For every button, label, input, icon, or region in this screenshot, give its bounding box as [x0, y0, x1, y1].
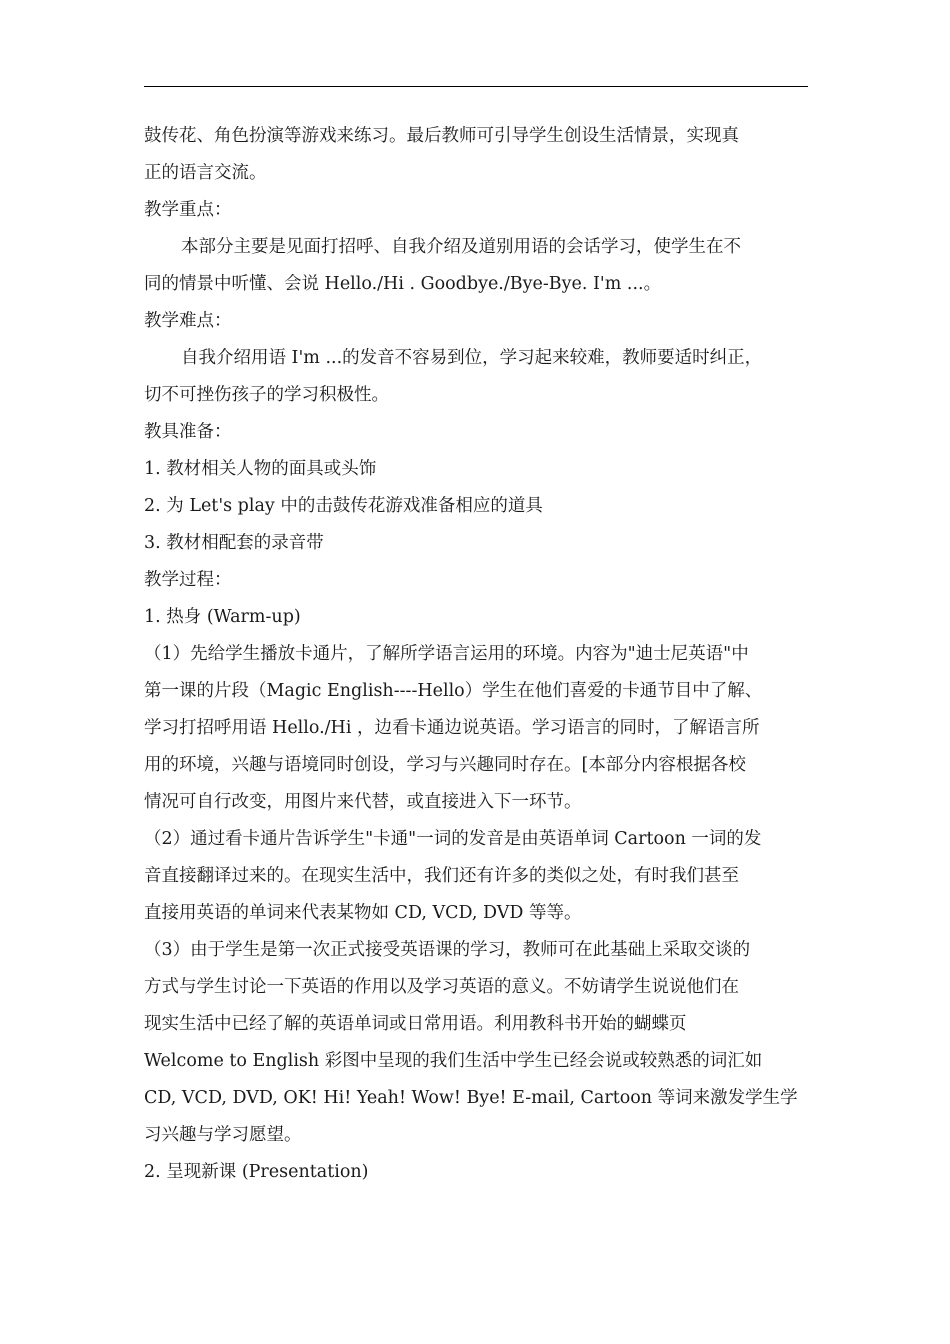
- list-item: 3. 教材相配套的录音带: [144, 533, 324, 553]
- subsection-heading-warm-up: 1. 热身 (Warm-up): [144, 607, 301, 627]
- section-heading-materials: 教具准备：: [144, 422, 232, 442]
- paragraph-line: 正的语言交流。: [144, 163, 267, 183]
- paragraph-line: 学习打招呼用语 Hello./Hi ，边看卡通边说英语。学习语言的同时，了解语言所: [144, 718, 760, 738]
- paragraph-line: Welcome to English 彩图中呈现的我们生活中学生已经会说或较熟悉的词汇如: [144, 1051, 763, 1071]
- paragraph-line: 切不可挫伤孩子的学习积极性。: [144, 385, 389, 405]
- section-heading-process: 教学过程：: [144, 570, 232, 590]
- list-item: 1. 教材相关人物的面具或头饰: [144, 459, 377, 479]
- paragraph-line: 同的情景中听懂、会说 Hello./Hi . Goodbye./Bye-Bye. I'm ...。: [144, 274, 662, 294]
- paragraph-line: 习兴趣与学习愿望。: [144, 1125, 302, 1145]
- list-item: 2. 为 Let's play 中的击鼓传花游戏准备相应的道具: [144, 496, 543, 516]
- paragraph-line: CD, VCD, DVD, OK! Hi! Yeah! Wow! Bye! E-mail, Cartoon 等词来激发学生学: [144, 1088, 798, 1108]
- paragraph-line: 现实生活中已经了解的英语单词或日常用语。利用教科书开始的蝴蝶页: [144, 1014, 687, 1034]
- paragraph-line: 音直接翻译过来的。在现实生活中，我们还有许多的类似之处，有时我们甚至: [144, 866, 739, 886]
- paragraph-line: （2）通过看卡通片告诉学生"卡通"一词的发音是由英语单词 Cartoon 一词的发: [144, 829, 762, 849]
- paragraph-line: 第一课的片段（Magic English----Hello）学生在他们喜爱的卡通节目中了解、: [144, 681, 763, 701]
- paragraph-line: 鼓传花、角色扮演等游戏来练习。最后教师可引导学生创设生活情景，实现真: [144, 126, 739, 146]
- paragraph-line: 用的环境，兴趣与语境同时创设，学习与兴趣同时存在。[本部分内容根据各校: [144, 755, 746, 775]
- paragraph-line: 情况可自行改变，用图片来代替，或直接进入下一环节。: [144, 792, 582, 812]
- paragraph-line: 直接用英语的单词来代表某物如 CD, VCD, DVD 等等。: [144, 903, 582, 923]
- document-body: [144, 118, 808, 1191]
- header-rule: [144, 86, 808, 87]
- paragraph-line: 本部分主要是见面打招呼、自我介绍及道别用语的会话学习，使学生在不: [181, 237, 741, 257]
- paragraph-line: 自我介绍用语 I'm ...的发音不容易到位，学习起来较难，教师要适时纠正，: [181, 348, 763, 368]
- paragraph-line: 方式与学生讨论一下英语的作用以及学习英语的意义。不妨请学生说说他们在: [144, 977, 739, 997]
- subsection-heading-presentation: 2. 呈现新课 (Presentation): [144, 1162, 369, 1182]
- paragraph-line: （1）先给学生播放卡通片，了解所学语言运用的环境。内容为"迪士尼英语"中: [144, 644, 749, 664]
- section-heading-teaching-difficulty: 教学难点：: [144, 311, 232, 331]
- paragraph-line: （3）由于学生是第一次正式接受英语课的学习，教师可在此基础上采取交谈的: [144, 940, 751, 960]
- section-heading-teaching-focus: 教学重点：: [144, 200, 232, 220]
